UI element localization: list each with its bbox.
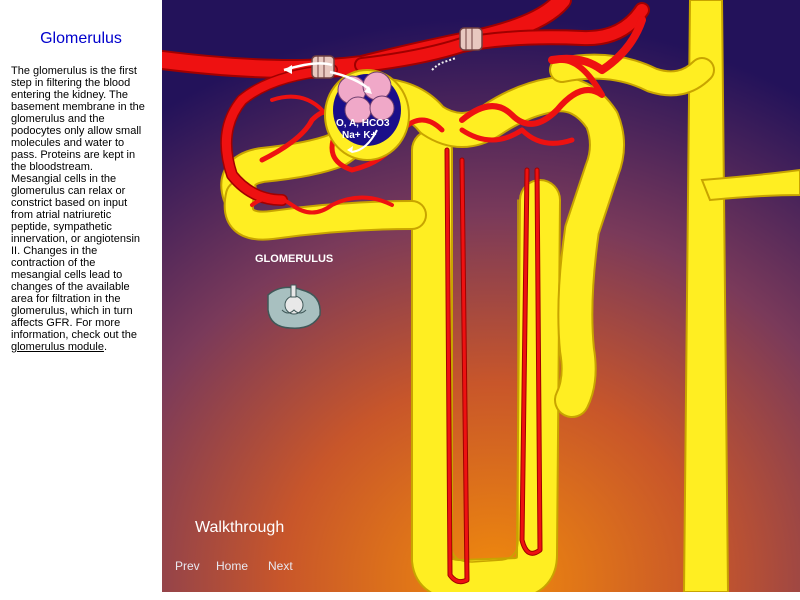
nephron-illustration	[162, 0, 800, 592]
prev-link[interactable]: Prev	[175, 559, 200, 573]
next-link[interactable]: Next	[268, 559, 293, 573]
nerve-band-right	[460, 28, 482, 50]
ions-label-1: O, A, HCO3	[336, 118, 390, 129]
description-text	[11, 65, 146, 353]
nephron-diagram	[162, 0, 800, 592]
page-title: Glomerulus	[40, 30, 122, 47]
glomerulus	[325, 70, 409, 160]
nerve-band-left	[312, 56, 334, 78]
glomerulus-module-link[interactable]: glomerulus module	[11, 341, 104, 353]
walkthrough-label: Walkthrough	[195, 519, 285, 536]
sidebar	[0, 0, 162, 600]
ions-label-2: Na+ K+	[342, 130, 377, 141]
description-body: The glomerulus is the first step in filtering the blood entering the kidney. The basement membrane in the glomerulus and the podocytes only allow small molecules and water to pass. Proteins are kept in the bloodstream. Mesangial cells in the glomerulus can relax or constrict based on input from atrial natriuretic peptide, sympathetic innervation, or angiotensin II. Changes in the contraction of the mesangial cells lead to changes of the available area for filtration in the glomerulus, which in turn affects GFR. For more information, check out the	[11, 65, 145, 341]
description-end: .	[103, 341, 107, 353]
home-link[interactable]: Home	[216, 559, 249, 573]
glomerulus-label: GLOMERULUS	[255, 253, 334, 265]
